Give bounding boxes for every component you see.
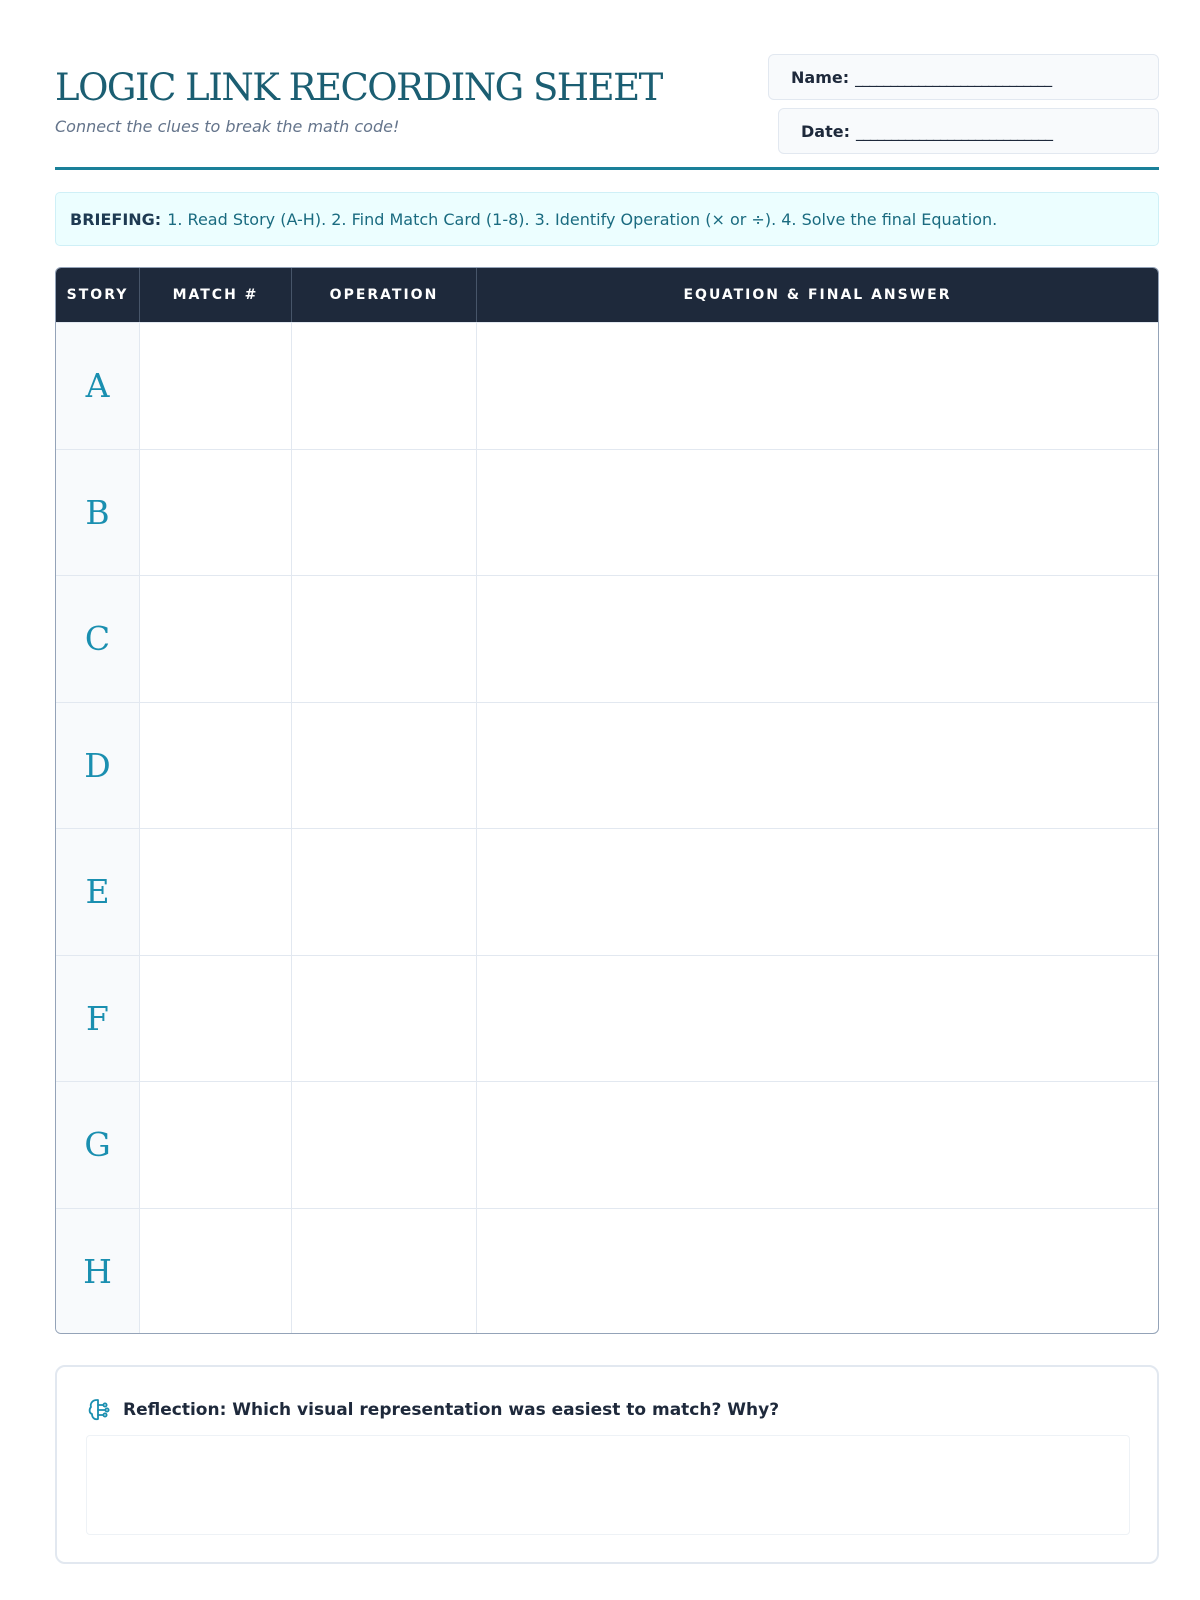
match-cell[interactable] [140,323,292,449]
story-letter: B [56,450,140,576]
table-header [56,268,1158,322]
story-letter: D [56,703,140,829]
brain-icon [87,1397,111,1423]
page-title: LOGIC LINK RECORDING SHEET [55,66,662,109]
table-row [56,1208,1158,1335]
operation-cell[interactable] [292,450,477,576]
equation-cell[interactable] [477,1209,1158,1335]
match-cell[interactable] [140,829,292,955]
name-field[interactable] [768,54,1159,100]
story-letter: H [56,1209,140,1335]
operation-cell[interactable] [292,956,477,1082]
operation-cell[interactable] [292,1082,477,1208]
header-divider [55,167,1159,170]
story-letter: E [56,829,140,955]
operation-cell[interactable] [292,1209,477,1335]
match-cell[interactable] [140,576,292,702]
header-match: MATCH # [140,268,292,322]
table-row [56,702,1158,829]
reflection-header [87,1397,779,1423]
recording-sheet [55,0,1159,1600]
match-cell[interactable] [140,703,292,829]
header-equation: EQUATION & FINAL ANSWER [683,287,952,303]
date-label: Date: [801,121,850,141]
name-line: ____________________________ [855,67,1052,87]
match-cell[interactable] [140,1209,292,1335]
equation-cell[interactable] [477,956,1158,1082]
match-cell[interactable] [140,1082,292,1208]
table-row [56,1081,1158,1208]
equation-cell[interactable] [477,703,1158,829]
equation-cell[interactable] [477,576,1158,702]
equation-cell[interactable] [477,829,1158,955]
equation-cell[interactable] [477,1082,1158,1208]
date-line: ____________________________ [855,121,1052,141]
table-row [56,575,1158,702]
equation-cell[interactable] [477,450,1158,576]
briefing-text: 1. Read Story (A-H). 2. Find Match Card (1-8). 3. Identify Operation (× or ÷). 4. Solve the final Equation. [167,209,998,229]
name-label: Name: [791,67,850,87]
table-row [56,449,1158,576]
operation-cell[interactable] [292,829,477,955]
operation-cell[interactable] [292,323,477,449]
story-letter: C [56,576,140,702]
table-row [56,828,1158,955]
operation-cell[interactable] [292,576,477,702]
operation-cell[interactable] [292,703,477,829]
page-subtitle: Connect the clues to break the math code! [55,117,400,136]
recording-table [55,267,1159,1334]
match-cell[interactable] [140,956,292,1082]
story-letter: A [56,323,140,449]
story-letter: G [56,1082,140,1208]
table-row [56,322,1158,449]
story-letter: F [56,956,140,1082]
match-cell[interactable] [140,450,292,576]
reflection-answer-box[interactable] [86,1435,1130,1535]
briefing-banner [55,192,1159,246]
table-row [56,955,1158,1082]
equation-cell[interactable] [477,323,1158,449]
briefing-label: BRIEFING: [70,209,162,229]
date-field[interactable] [778,108,1159,154]
reflection-panel [55,1365,1159,1564]
header-story: STORY [56,268,140,322]
header-operation: OPERATION [292,268,477,322]
reflection-question: Reflection: Which visual representation was easiest to match? Why? [123,1400,780,1420]
